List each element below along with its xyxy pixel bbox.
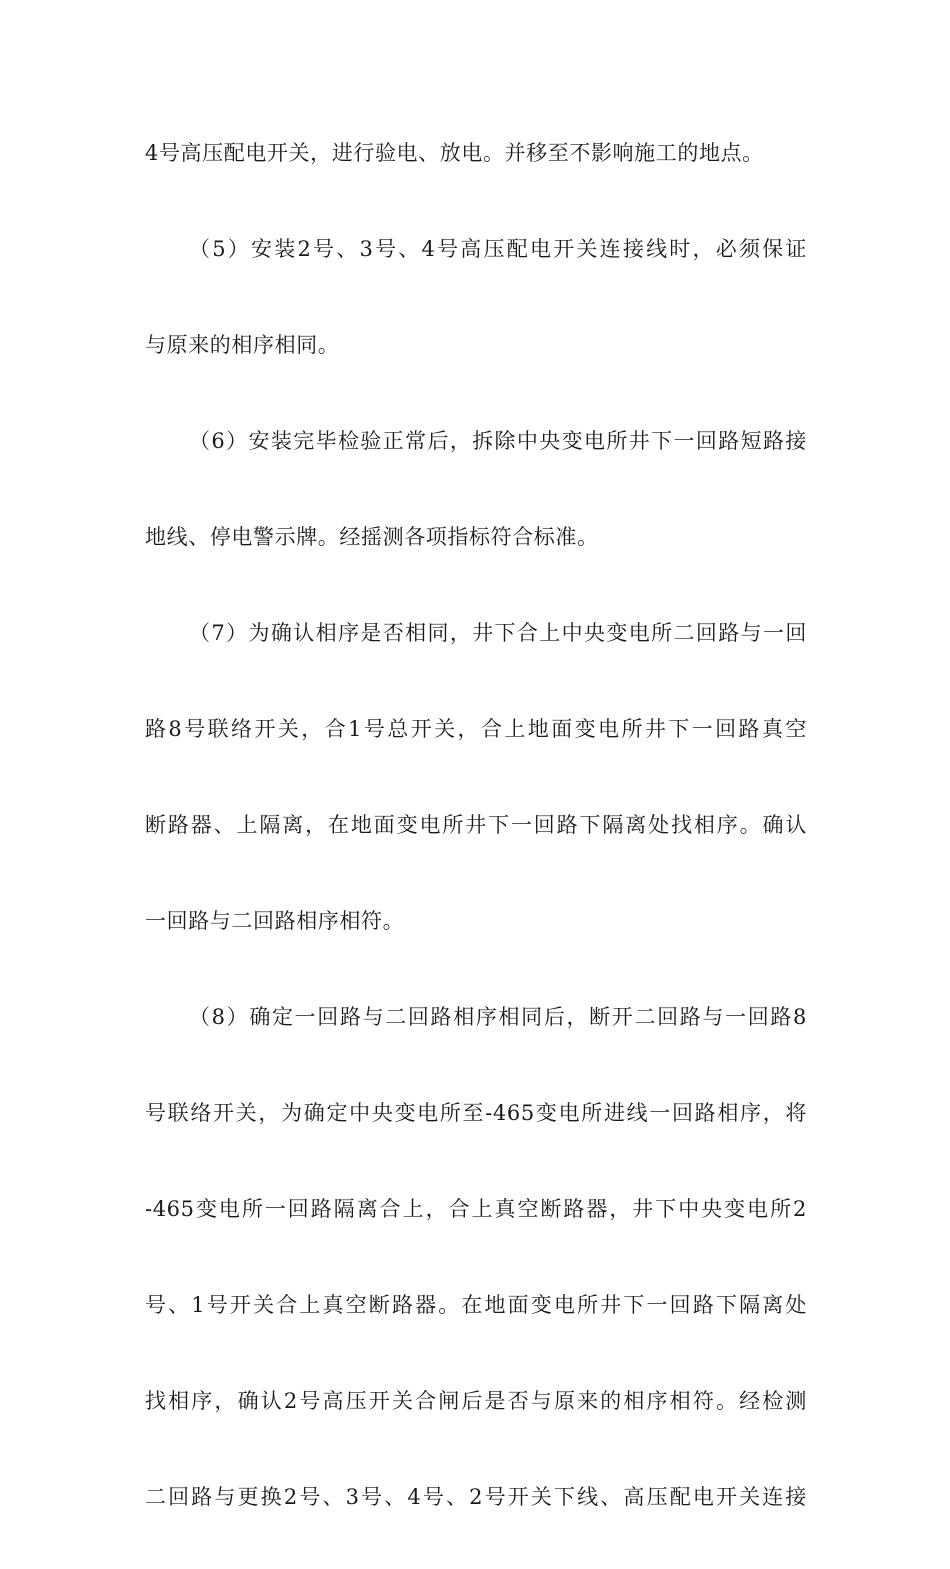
- document-body: [145, 129, 807, 1569]
- text-line-2: （5）安装2号、3号、4号高压配电开关连接线时，必须保证: [189, 237, 807, 261]
- text-line-7: 路8号联络开关，合1号总开关，合上地面变电所井下一回路真空: [145, 717, 807, 741]
- text-line-4: （6）安装完毕检验正常后，拆除中央变电所井下一回路短路接: [189, 429, 807, 453]
- text-line-15: 二回路与更换2号、3号、4号、2号开关下线、高压配电开关连接: [145, 1485, 807, 1509]
- text-line-1: 4号高压配电开关，进行验电、放电。并移至不影响施工的地点。: [145, 141, 764, 165]
- text-line-8: 断路器、上隔离，在地面变电所井下一回路下隔离处找相序。确认: [145, 813, 807, 837]
- text-line-3: 与原来的相序相同。: [145, 333, 340, 357]
- text-line-9: 一回路与二回路相序相符。: [145, 909, 405, 933]
- text-line-12: -465变电所一回路隔离合上，合上真空断路器，井下中央变电所2: [145, 1197, 807, 1221]
- text-line-10: （8）确定一回路与二回路相序相同后，断开二回路与一回路8: [189, 1005, 807, 1029]
- text-line-6: （7）为确认相序是否相同，井下合上中央变电所二回路与一回: [189, 621, 807, 645]
- text-line-14: 找相序，确认2号高压开关合闸后是否与原来的相序相符。经检测: [145, 1389, 807, 1413]
- text-line-5: 地线、停电警示牌。经摇测各项指标符合标准。: [145, 525, 599, 549]
- text-line-11: 号联络开关，为确定中央变电所至-465变电所进线一回路相序，将: [145, 1101, 807, 1125]
- text-line-13: 号、1号开关合上真空断路器。在地面变电所井下一回路下隔离处: [145, 1293, 807, 1317]
